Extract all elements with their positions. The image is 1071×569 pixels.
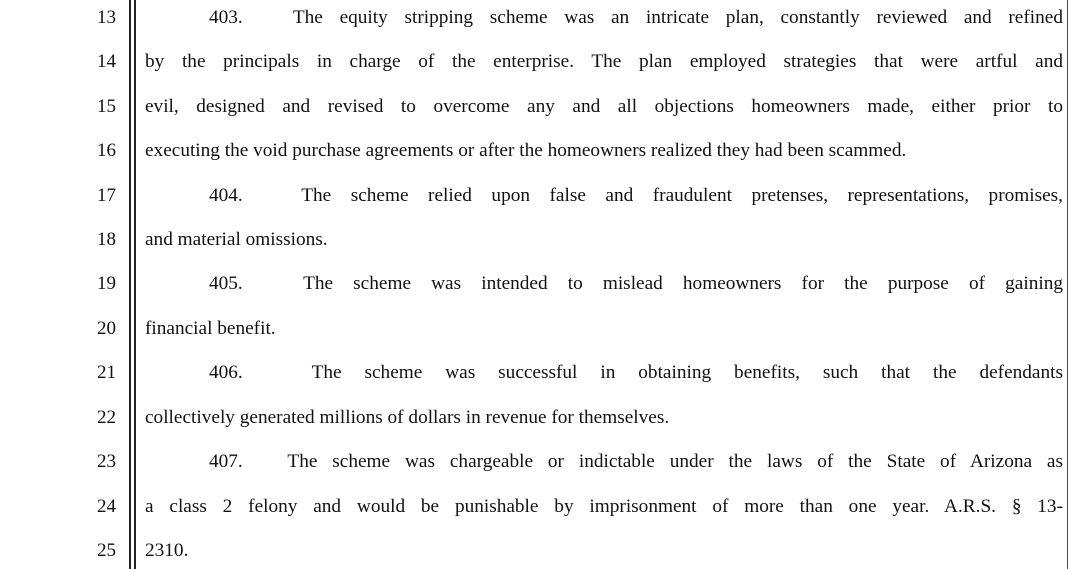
paragraph-text: The scheme was successful in obtaining benefits, such that the defendants: [311, 362, 1063, 383]
line-number: 24: [97, 496, 116, 517]
paragraph-line: evil, designed and revised to overcome any and all objections homeowners made, either prior to: [145, 96, 1063, 117]
paragraph-line: [145, 184, 1063, 208]
line-number: 20: [97, 318, 116, 339]
paragraph-text: The scheme was intended to mislead homeowners for the purpose of gaining: [303, 273, 1063, 294]
paragraph-text: The equity stripping scheme was an intricate plan, constantly reviewed and refined: [292, 7, 1063, 28]
paragraph-line: [145, 272, 1063, 296]
line-number: 21: [97, 362, 116, 383]
line-number: 25: [97, 540, 116, 561]
left-margin-rule-outer: [129, 0, 131, 569]
right-margin-rule: [1067, 0, 1068, 569]
paragraph-text: The scheme was chargeable or indictable under the laws of the State of Arizona as: [287, 451, 1063, 472]
paragraph-line: 2310.: [145, 540, 189, 561]
paragraph-number: 405.: [209, 273, 243, 294]
line-number: 15: [97, 96, 116, 117]
paragraph-line: [145, 361, 1063, 385]
line-number: 22: [97, 407, 116, 428]
paragraph-line: a class 2 felony and would be punishable by imprisonment of more than one year. A.R.S. § 13-: [145, 496, 1063, 517]
line-number: 23: [97, 451, 116, 472]
paragraph-number: 403.: [209, 7, 243, 28]
paragraph-line: [145, 450, 1063, 474]
paragraph-number: 404.: [209, 185, 243, 206]
paragraph-text: The scheme relied upon false and fraudulent pretenses, representations, promises,: [301, 185, 1063, 206]
paragraph-number: 406.: [209, 362, 243, 383]
paragraph-line: and material omissions.: [145, 229, 328, 250]
paragraph-line: [145, 6, 1063, 30]
line-number: 19: [97, 273, 116, 294]
line-number: 16: [97, 140, 116, 161]
line-number: 17: [97, 185, 116, 206]
line-number: 14: [97, 51, 116, 72]
left-margin-rule-inner: [134, 0, 136, 569]
paragraph-line: collectively generated millions of dollars in revenue for themselves.: [145, 407, 670, 428]
paragraph-line: financial benefit.: [145, 318, 276, 339]
line-number: 18: [97, 229, 116, 250]
paragraph-line: by the principals in charge of the enterprise. The plan employed strategies that were artful and: [145, 51, 1063, 72]
line-number: 13: [97, 7, 116, 28]
paragraph-number: 407.: [209, 451, 243, 472]
paragraph-line: executing the void purchase agreements or after the homeowners realized they had been scammed.: [145, 140, 907, 161]
